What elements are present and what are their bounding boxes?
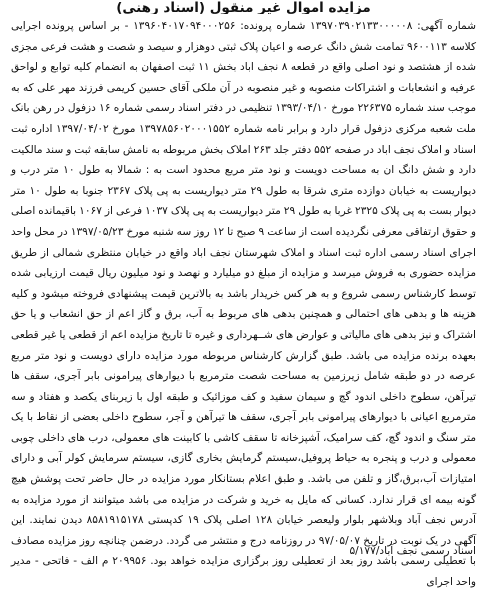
notice-body: شماره آگهی: ۱۳۹۷۰۳۹۰۲۱۳۳۰۰۰۰۰۸ شماره پرونده: ۱۳۹۶۰۴۰۱۷۰۹۴۰۰۰۲۵۶ - بر اساس پرونده اجرایی کلاسه ۹۶۰۰۱۱۳ تمامت شش دانگ عرصه و اعیان پلاک ثبتی دوهزار و سیصد و شصت و هشت فرعی مجزی شده از هشتصد و نود اصلی واقع در قطعه ۸ نجف اباد بخش ۱۱ ثبت اصفهان به انضمام کلیه توابع و لواحق عرفیه و انشعابات و اشتراکات منصوبه و غیر منصوبه در آن ملکی آقای حسین کریمی فرزند مهر علی که به موجب سند شماره ۲۲۶۳۷۵ مورخ ۱۳۹۳/۰۴/۱۰ تنظیمی در دفتر اسناد رسمی شماره ۱۶ دزفول در رهن بانک ملت شعبه مرکزی دزفول قرار دارد و برابر نامه شماره ۱۳۹۷۸۵۶۰۲۰۰۰۱۵۵۲ مورخ ۱۳۹۷/۰۴/۰۲ اداره ثبت اسناد و املاک نجف اباد در صفحه ۵۵۲ دفتر جلد ۲۶۳ املاک بخش مربوطه به نامش سابقه ثبت و سند مالکیت دارد و شش دانگ ان به مساحت دویست و نود متر مربع محدود است به : شمالا به طول ۱۰ متر درب و دیواریست به خیابان دوازده متری شرقا به طول ۲۹ متر دیواریست به پی پلاک ۲۳۶۷ جنوبا به طول ۱۰ متر دیوار بست به پی پلاک ۲۳۲۵ غربا به طول ۲۹ متر دیواریست به پی پلاک ۱۰۳۷ فرعی از ۱۰۶۷ باقیمانده اصلی و حقوق ارتفاقی معرفی نگردیده است از ساعت ۹ صبح تا ۱۲ روز سه شنبه مورخ ۱۳۹۷/۰۵/۲۳ در محل واحد اجرای اسناد رسمی اداره ثبت اسناد و املاک شهرستان نجف اباد واقع در خیابان منتظری شمالی از طریق مزایده حضوری به فروش میرسد و مزایده از مبلغ دو میلیارد و نهصد و نود میلیون ریال قیمت ارزیابی شده توسط کارشناس رسمی شروع و به هر کس خریدار باشد به بالاترین قیمت پیشنهادی فروخته میشود و کلیه هزینه ها و بدهی های احتمالی و همچنین بدهی های مربوط به آب، برق و گاز اعم از حق انشعاب و یا حق اشتراک و نیز بدهی های مالیاتی و عوارض های شــهرداری و غیره تا تاریخ مزایده اعم از قطعی یا غیر قطعی بعهده برنده مزایده می باشد. طبق گزارش کارشناس مربوطه مورد مزایده دارای دویست و نود متر مربع عرصه در دو طبقه شامل زیرزمین به مساحت شصت مترمربع با دیوارهای پیرامونی بابر آجری، سقف ها تیرآهن، سطوح داخلی اندود گچ و سیمان سفید و کف موزائیک و طبقه اول با زیربنای یکصد و هفتاد و سه مترمربع اعیانی با دیوارهای پیرامونی بابر آجری، سقف ها تیرآهن و آجر، سطوح داخلی بعضی از نقاط با یک متر سنگ و اندود گچ، کف سرامیک، آشپزخانه تا سقف کاشی با کابینت های معمولی، درب های داخلی چوبی معمولی و درب و پنجره به حیاط پروفیل،سیستم گرمایش بخاری گازی، سیستم سرمایش کولر آبی و دارای امتیازات آب،برق،گاز و تلفن می باشد. و طبق اعلام بستانکار مورد مزایده در حال حاضر تحت پوشش هیچ گونه بیمه ای قرار ندارد. کسانی که مایل به خرید و شرکت در مزایده می باشد میتوانند از مورد مزایده به آدرس نجف آباد وبلاشهر بلوار ولیعصر خیابان ۱۲۸ اصلی پلاک ۱۹ کدپستی ۸۵۸۱۹۱۵۱۷۸ دیدن نمایند. این آگهی در یک نوبت در تاریخ ۹۷/۰۵/۰۷ در روزنامه درج و منتشر می گردد. درضمن چنانچه روز مزایده مصادف با تعطیلی رسمی باشد روز بعد از تعطیلی روز برگزاری مزایده خواهد بود. ۲۰۹۹۵۶ م الف - فاتحی - مدیر واحد اجرای bbox=[11, 20, 477, 589]
notice-footer: اسناد رسمی نجف آباد/۵/۱۷۷ bbox=[349, 545, 476, 557]
notice-title: مزایده اموال غیر منقول (اسناد رهنی) bbox=[116, 0, 371, 14]
